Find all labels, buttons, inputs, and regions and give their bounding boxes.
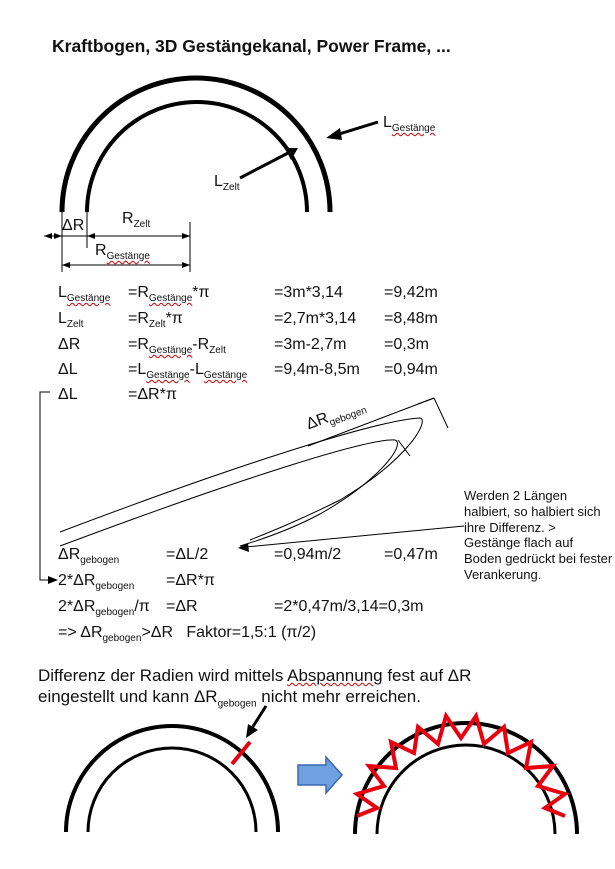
eq8-b: =ΔR [166, 598, 198, 615]
label-r-gestaenge: $R_{Gestänge}$ [95, 242, 150, 263]
truss-zigzag [357, 716, 565, 816]
paragraph-line-2: eingestellt und kann $\Delta R_{gebogen}$ nicht mehr erreichen. [38, 687, 421, 710]
label-r-zelt: $R_{Zelt}$ [122, 210, 151, 231]
eq6-b: =ΔL/2 [166, 546, 209, 563]
eq5-b: =ΔR*π [128, 386, 177, 403]
eq4-a: ΔL [58, 361, 78, 378]
outer-arch [62, 78, 330, 212]
inner-arch [87, 102, 307, 212]
eq3-d: =0,3m [384, 336, 429, 353]
label-delta-r: ΔR [62, 217, 85, 234]
eq3-c: =3m-2,7m [274, 336, 347, 353]
eq5-a: ΔL [58, 386, 78, 403]
eq8-a: $2*\Delta R_{gebogen}/\pi$ [58, 598, 150, 619]
eq4-d: =0,94m [384, 361, 438, 378]
blue-arrow-icon [298, 757, 342, 793]
label-l-gestaenge: $L_{Gestänge}$ [383, 114, 436, 135]
eq4-c: =9,4m-8,5m [274, 361, 360, 378]
eq4-b: $=L_{Gestänge}-L_{Gestänge}$ [128, 361, 248, 382]
eq6-c: =0,94m/2 [274, 546, 342, 563]
bottom-outer-arch [66, 726, 278, 832]
bent-curve-inner [60, 440, 397, 546]
eq3-b: $=R_{Gestänge}-R_{Zelt}$ [128, 336, 226, 357]
eq2-b: $=R_{Zelt}*\pi$ [128, 310, 183, 331]
eq8-c: =2*0,47m/3,14=0,3m [274, 598, 424, 615]
eq1-c: =3m*3,14 [274, 284, 343, 301]
bent-curve-outer [60, 418, 422, 540]
label-l-zelt: $L_{Zelt}$ [214, 173, 240, 194]
side-note: Werden 2 Längen halbiert, so halbiert sich ihre Differenz. > Gestänge flach auf Boden gedrückt bei fester Verankerung. [464, 488, 613, 582]
eq6-a: $\Delta R_{gebogen}$ [58, 546, 120, 567]
bottom-inner-arch [88, 748, 256, 832]
label-delta-r-gebogen: $\Delta R_{gebogen}$ [304, 404, 369, 434]
eq2-d: =8,48m [384, 310, 438, 327]
eq3-a: ΔR [58, 336, 81, 353]
eq6-d: =0,47m [384, 546, 438, 563]
eq2-c: =2,7m*3,14 [274, 310, 357, 327]
eq7-b: =ΔR*π [166, 572, 215, 589]
arrow-to-inner-arch [240, 148, 298, 178]
page-title: Kraftbogen, 3D Gestängekanal, Power Frame, ... [52, 36, 451, 56]
explanation-paragraph [38, 665, 471, 714]
eq7-a: $2*\Delta R_{gebogen}$ [58, 572, 135, 593]
eq1-a: $L_{Gestänge}$ [58, 284, 111, 305]
paragraph-line-1: Differenz der Radien wird mittels Abspannung fest auf ΔR [38, 666, 472, 685]
eq1-b: $=R_{Gestänge}*\pi$ [128, 284, 210, 305]
eq2-a: $L_{Zelt}$ [58, 310, 84, 331]
arrow-to-outer-arch [326, 122, 378, 140]
conclusion: => $\Delta R_{gebogen}>\Delta R$ Faktor=1,5:1 (π/2) [58, 624, 317, 645]
eq1-d: =9,42m [384, 284, 438, 301]
